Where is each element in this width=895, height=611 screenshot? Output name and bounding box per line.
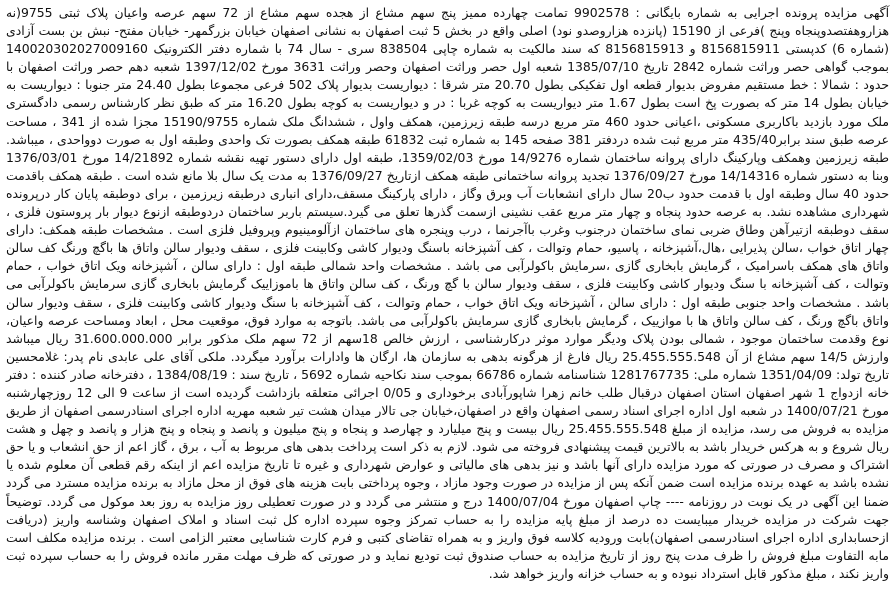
- auction-notice-text: آگهی مزایده پرونده اجرایی به شماره بایگانی : 9902578 تمامت چهارده ممیز پنج سهم مشاع از هجده سهم مشاع از 72 سهم عرصه واعیان پلاک ثبتی 9755(نه هزاروهفتصدوپنجاه وپنج )فرعی از 15190 (پانزده هزاروصدو نود) اصلی واقع در بخش 5 ثبت اصفهان به نشانی اصفهان خیابان بزرگمهر- خیابان مفتح- نبش بن بست آزادی (شماره 6) کدپستی 8156815911 و 8156815913 که سند مالکیت به شماره چاپی 838504 سری - سال 74 با شماره دفتر الکترونیک 140020302027009160 بموجب گواهی حصر وراثت شماره 2842 تاریخ 1385/07/10 شعبه اول حصر وراثت اصفهان وحصر وراثت 3631 مورخ 1397/12/02 شعبه دهم حصر وراثت اصفهان با حدود : شمالا : خط مستقیم مفروض بدیوار قطعه اول تفکیکی بطول 20.70 متر شرقا : دیواریست بدیوار پلاک 502 فرعی مجموعا بطول 24.40 متر جنوبا : دیواریست به خیابان بطول 14 متر که بصورت پخ است بطول 1.67 متر دیواریست به کوچه غربا : در و دیواریست به کوچه بطول 16.20 متر که طبق نظر کارشناس رسمی دادگستری ملک مورد بازدید باکاربری مسکونی ،اعیانی حدود 460 متر مربع درسه طبقه زیرزمین، همکف واول ، ششدانگ ملک شماره 15190/9755 مجزا شده از 341 ، مساحت عرصه طبق سند برابر435/40 متر مربع ثبت شده دردفتر 381 صفحه 145 به شماره ثبت 61832 طبقه همکف بصورت تک واحدی وطبقه اول به صورت دوواحدی ، میباشد. طبقه زیرزمین وهمکف وپارکینگ دارای پروانه ساختمان شماره 14/9276 مورخ 1359/02/03، طبقه اول دارای دستور تهیه نقشه شماره 14/21892 مورخ 1376/03/01 وبنا به دستور شماره 14/14316 مورخ 1376/09/27 تجدید پروانه ساختمانی طبقه همکف ازتاریخ 1376/09/27 به مدت یک سال بلا مانع شده است . طبقه همکف باقدمت حدود 40 سال وطبقه اول با قدمت حدود ب20 سال دارای انشعابات آب وبرق وگاز ، دارای پارکینگ مسقف،دارای انباری درطبقه زیرزمین ، برای دوطبقه پایان کار درپرونده شهرداری مشاهده نشد. به عرصه حدود پنجاه و چهار متر مربع عقب نشینی ازسمت گذرها تعلق می گیرد.سیستم باربر ساختمان دردوطبقه ازنوع دیوار بار پروستون فلزی ، سقف دوطبقه ازتیرآهن وطاق ضربی نمای ساختمان درجنوب وغرب باآجرنما ، درب وپنجره های ساختمان ازآلومینیوم وپروفیل فلزی است . مشخصات طبقه همکف: دارای چهار اتاق خواب ،سالن پذیرایی ،هال،آشپزخانه ، پاسیو، حمام وتوالت ، کف آشپزخانه باسنگ ودیوار کاشی وکابینت فلزی ، سقف ودیوار سالن واتاق ها باگچ ورنگ کف سالن واتاق های همکف باسرامیک ، گرمایش بابخاری گازی ،سرمایش باکولرآبی می باشد . مشخصات واحد شمالی طبقه اول : دارای سالن ، آشپزخانه ویک اتاق خواب ، حمام وتوالت ، کف آشپزخانه با سنگ ودیوار کاشی وکابینت فلزی ، سقف ودیوار سالن با گچ ورنگ ، کف سالن واتاق ها باموزاییک گرمایش بابخاری گازی سرمایش باکولرآبی می باشد . مشخصات واحد جنوبی طبقه اول : دارای سالن ، آشپزخانه ویک اتاق خواب ، حمام وتوالت ، کف آشپزخانه با سنگ ودیوار کاشی وکابینت فلزی ، سقف ودیوار سالن واتاق باگچ ورنگ ، کف سالن واتاق ها با موازییک ، گرمایش بابخاری گازی سرمایش باکولرآبی می باشد. باتوجه به موارد فوق، موقعیت محل ، ابعاد ومساحت عرصه واعیان، نوع وقدمت ساختمان موجود ، شمالی بودن پلاک ودیگر موارد موثر درکارشناسی ، ارزش خالص 18سهم از 72 سهم ملک مذکور برابر 31.600.000.000 ریال میباشد وارزش 14/5 سهم مشاع از آن 25.455.555.548 ریال فارغ از هرگونه بدهی به سازمان ها، ارگان ها وادارات برآورد میگردد. ملکی آقای علی عابدی نام پدر: غلامحسین تاریخ تولد: 1351/04/09 شماره ملی: 1281767735 شناسنامه شماره 66786 بموجب سند نکاحیه شماره 5692 ، تاریخ سند : 1384/08/19 ، دفترخانه صادر کننده : دفتر خانه ازدواج 1 شهر اصفهان استان اصفهان درقبال طلب خانم زهرا شاپورآبادی برخوداری و 0/05 اجرائی متعلقه بازداشت گردیده است از ساعت 9 الی 12 روزچهارشنبه مورخ 1400/07/21 در شعبه اول اداره اجرای اسناد رسمی اصفهان واقع در اصفهان،خیابان جی تالار میدان هشت تیر شعبه مهریه اداره اجرای اسنادرسمی اصفهان از طریق مزایده به فروش می رسد، مزایده از مبلغ 25.455.555.548 ریال بیست و پنج میلیارد و چهارصد و پنجاه و پنج میلیون و پانصد و پنجاه و پنج هزار و پانصد و چهل و هشت ریال شروع و به هرکس خریدار باشد به بالاترین قیمت پیشنهادی فروخته می شود. لازم به ذکر است پرداخت بدهی های مربوط به آب ، برق ، گاز اعم از حق انشعاب و یا حق اشتراک و مصرف در صورتی که مورد مزایده دارای آنها باشد و نیز بدهی های مالیاتی و عوارض شهرداری و غیره تا تاریخ مزایده اعم از اینکه رقم قطعی آن معلوم شده یا نشده باشد به عهده برنده مزایده است ضمن آنکه پس از مزایده در صورت وجود مازاد ، وجوه پرداختی بابت هزینه های فوق از محل مازاد به برنده مزایده مسترد می گردد ضمنا این آگهی در یک نوبت در روزنامه ---- چاپ اصفهان مورخ 1400/07/04 درج و منتشر می گردد و در صورت تعطیلی روز مزایده به روز بعد موکول می گردد. توضیحاً جهت شرکت در مزایده خریدار میبایست ده درصد از مبلغ پایه مزایده را به حساب تمرکز وجوه سپرده اداره کل ثبت اسناد و املاک اصفهان وشناسه واریز (دریافت ازحسابداری اداره اجرای اسنادرسمی اصفهان)بابت ورودیه کلاسه فوق واریز و به همراه تقاضای کتبی و فرم کارت شناسایی معتبر الزامی است . برنده مزایده مکلف است مابه التفاوت مبلغ فروش را ظرف مدت پنج روز از تاریخ مزایده به حساب صندوق ثبت تودیع نماید و در صورتی که ظرف مهلت مقرر مانده فروش را به حساب سپرده ثبت واریز نکند ، مبلغ مذکور قابل استرداد نبوده و به حساب خزانه واریز خواهد شد.: [6, 5, 890, 581]
